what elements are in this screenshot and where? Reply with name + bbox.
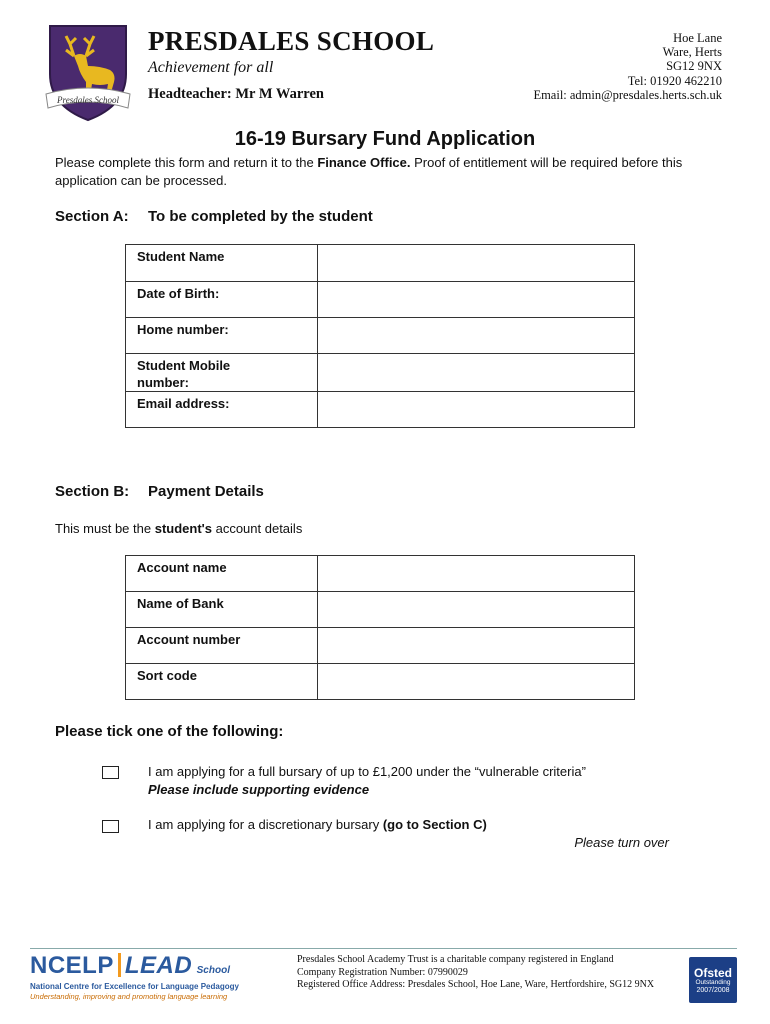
full-bursary-checkbox[interactable] bbox=[102, 766, 119, 779]
full-bursary-label: I am applying for a full bursary of up to £1,200 under the “vulnerable criteria” bbox=[148, 764, 586, 779]
field-label: Date of Birth: bbox=[126, 282, 318, 318]
ncelp-subtitle: National Centre for Excellence for Language Pedagogy bbox=[30, 982, 239, 991]
payment-details-table bbox=[125, 555, 635, 700]
section-b-label: Section B: bbox=[55, 483, 130, 500]
ofsted-year: 2007/2008 bbox=[696, 987, 730, 994]
lead-school-word: School bbox=[196, 965, 230, 976]
field-label: Sort code bbox=[126, 664, 318, 700]
ofsted-grade: Outstanding bbox=[695, 979, 731, 986]
crest-text: Presdales School bbox=[57, 95, 119, 105]
section-a-label: Section A: bbox=[55, 208, 129, 225]
trust-info bbox=[297, 954, 654, 992]
intro-text bbox=[55, 154, 715, 190]
trust-line: Company Registration Number: 07990029 bbox=[297, 966, 468, 978]
intro-finance-office: Finance Office. bbox=[317, 155, 411, 170]
section-a-title: To be completed by the student bbox=[148, 208, 373, 225]
intro-part: Please complete this form and return it to the bbox=[55, 155, 318, 170]
address-line: Ware, Herts bbox=[662, 45, 722, 60]
ofsted-word: Ofsted bbox=[693, 966, 732, 980]
section-b-title: Payment Details bbox=[148, 483, 264, 500]
section-a-heading bbox=[55, 208, 373, 225]
note-part: account details bbox=[211, 521, 303, 536]
address-line: SG12 9NX bbox=[666, 59, 722, 74]
school-address bbox=[533, 31, 722, 102]
go-to-section-c: (go to Section C) bbox=[382, 817, 487, 832]
address-line: Hoe Lane bbox=[673, 31, 722, 45]
logo-separator bbox=[118, 953, 121, 977]
note-student: student's bbox=[154, 521, 212, 536]
ncelp-wordmark: NCELP bbox=[30, 952, 114, 979]
discretionary-bursary-option bbox=[148, 816, 487, 834]
field-label: Home number: bbox=[126, 318, 318, 354]
tick-heading: Please tick one of the following: bbox=[55, 723, 284, 740]
trust-line: Presdales School Academy Trust is a charitable company registered in England bbox=[297, 954, 614, 965]
home-number-field[interactable] bbox=[318, 318, 635, 354]
address-email: Email: admin@presdales.herts.sch.uk bbox=[533, 87, 722, 102]
bank-name-field[interactable] bbox=[318, 592, 635, 628]
field-label: Account number bbox=[126, 628, 318, 664]
date-of-birth-field[interactable] bbox=[318, 282, 635, 318]
sort-code-field[interactable] bbox=[318, 664, 635, 700]
email-address-field[interactable] bbox=[318, 392, 635, 428]
discretionary-bursary-checkbox[interactable] bbox=[102, 820, 119, 833]
headteacher: Headteacher: Mr M Warren bbox=[148, 86, 324, 102]
ncelp-logo bbox=[30, 952, 280, 1007]
please-turn-over: Please turn over bbox=[574, 835, 669, 850]
footer-divider bbox=[30, 948, 737, 949]
field-label: Account name bbox=[126, 556, 318, 592]
account-name-field[interactable] bbox=[318, 556, 635, 592]
student-mobile-field[interactable] bbox=[318, 354, 635, 392]
field-label: Student Mobile number: bbox=[126, 354, 318, 392]
intro-part: Proof of entitlement will be required before this application can be processed. bbox=[55, 155, 683, 188]
account-number-field[interactable] bbox=[318, 628, 635, 664]
address-phone: Tel: 01920 462210 bbox=[627, 73, 722, 88]
school-name: PRESDALES SCHOOL bbox=[148, 26, 435, 56]
discretionary-label: I am applying for a discretionary bursary bbox=[148, 817, 383, 832]
form-title: 16-19 Bursary Fund Application bbox=[234, 128, 536, 150]
section-b-heading bbox=[55, 483, 264, 500]
lead-wordmark: LEAD bbox=[124, 952, 193, 979]
student-name-field[interactable] bbox=[318, 245, 635, 282]
trust-line: Registered Office Address: Presdales School, Hoe Lane, Ware, Hertfordshire, SG12 9NX bbox=[297, 979, 655, 990]
supporting-evidence-note: Please include supporting evidence bbox=[148, 782, 370, 797]
school-crest-logo bbox=[44, 22, 132, 122]
section-b-note bbox=[55, 521, 302, 536]
field-label: Student Name bbox=[126, 245, 318, 282]
ofsted-badge bbox=[689, 957, 737, 1003]
school-motto: Achievement for all bbox=[148, 59, 274, 76]
student-details-table bbox=[125, 244, 635, 428]
note-part: This must be the bbox=[55, 521, 155, 536]
ncelp-tagline: Understanding, improving and promoting language learning bbox=[30, 992, 228, 1001]
field-label: Name of Bank bbox=[126, 592, 318, 628]
full-bursary-option bbox=[148, 763, 586, 799]
field-label: Email address: bbox=[126, 392, 318, 428]
